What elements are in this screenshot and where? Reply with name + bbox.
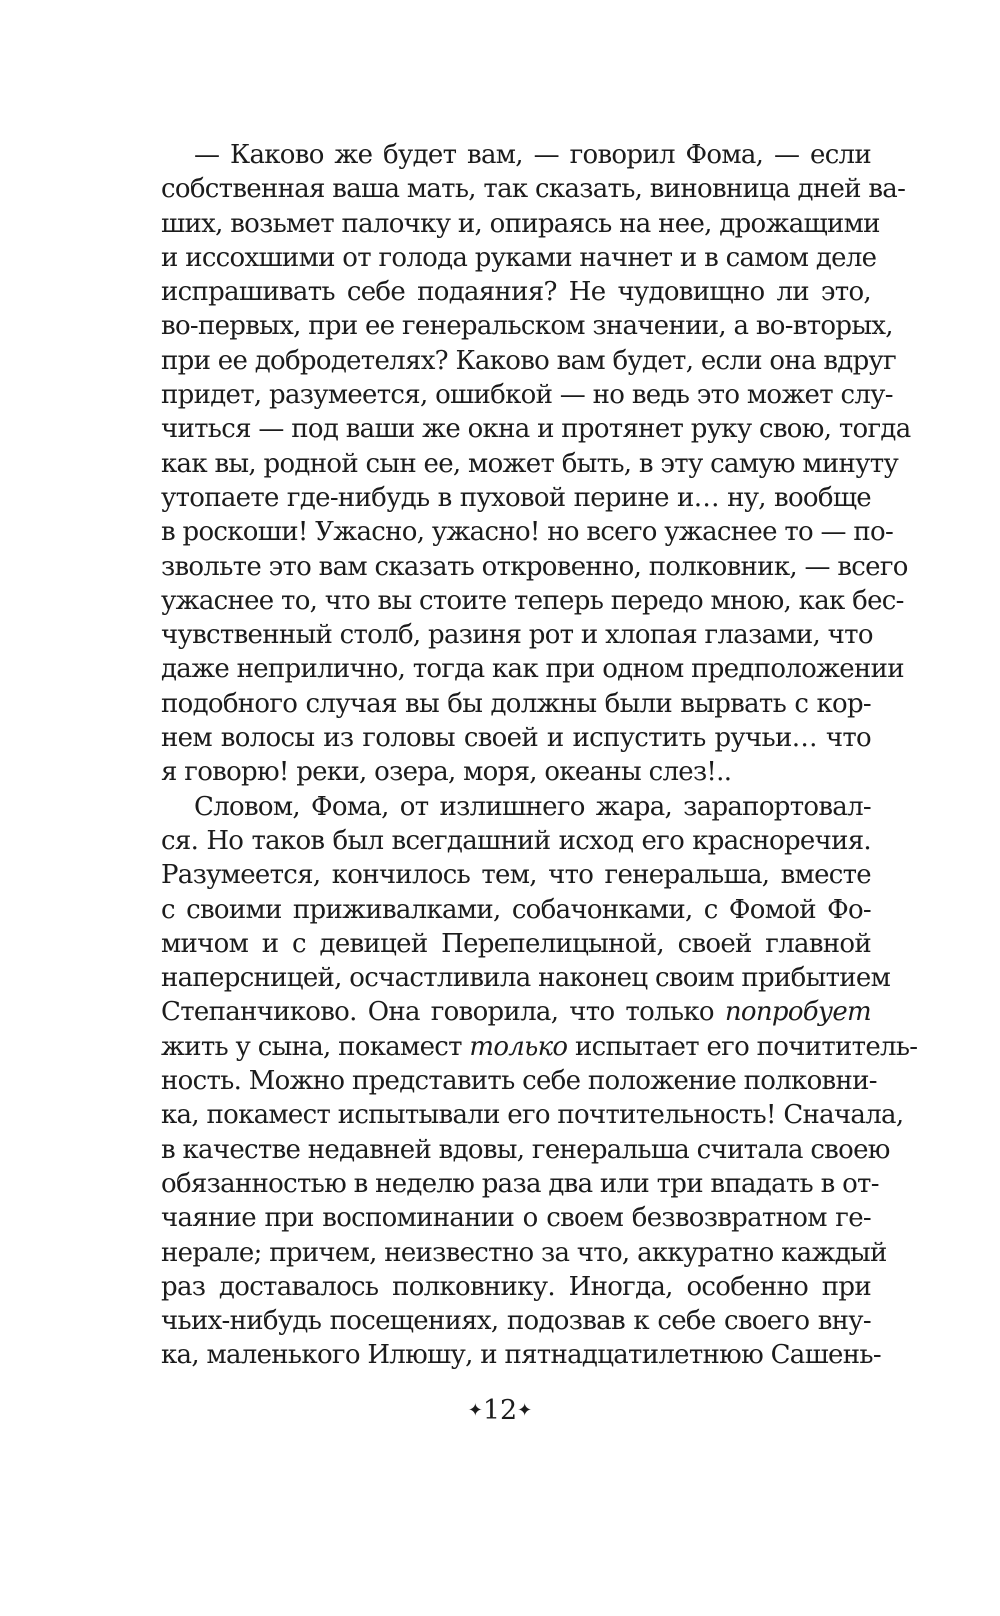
text-line: обязанностью в неделю раза два или три впадать в от- bbox=[161, 1168, 879, 1199]
text-line: нем волосы из головы своей и испустить ручьи… что bbox=[161, 723, 871, 754]
emphasized-word: только bbox=[469, 1031, 568, 1062]
text-line: ка, маленького Илюшу, и пятнадцатилетнюю Сашень- bbox=[161, 1340, 881, 1371]
text-line: придет, разумеется, ошибкой — но ведь это может слу- bbox=[161, 380, 893, 411]
paragraph bbox=[161, 138, 911, 790]
text-line: и иссохшими от голода руками начнет и в самом деле bbox=[161, 242, 877, 273]
paragraph bbox=[161, 790, 918, 1373]
text-line: в роскоши! Ужасно, ужасно! но всего ужаснее то — по- bbox=[161, 517, 894, 548]
text-line: я говорю! реки, озера, моря, океаны слез!.. bbox=[161, 757, 732, 788]
text-line: чьих-нибудь посещениях, подозвав к себе своего вну- bbox=[161, 1306, 871, 1337]
text-line: ка, покамест испытывали его почтительность! Сначала, bbox=[161, 1100, 904, 1131]
text-line: жить у сына, покамест только испытает его почититель- bbox=[161, 1031, 918, 1062]
book-page-text bbox=[161, 138, 918, 1373]
page-footer bbox=[0, 1395, 1000, 1426]
text-line: даже неприлично, тогда как при одном предположении bbox=[161, 654, 904, 685]
text-line: нерале; причем, неизвестно за что, аккуратно каждый bbox=[161, 1237, 887, 1268]
text-line: подобного случая вы бы должны были вырвать с кор- bbox=[161, 688, 871, 719]
text-line: — Каково же будет вам, — говорил Фома, — если bbox=[194, 140, 871, 170]
emphasized-word: попробует bbox=[724, 997, 871, 1028]
text-line: испрашивать себе подаяния? Не чудовищно ли это, bbox=[161, 277, 871, 308]
text-line: Словом, Фома, от излишнего жара, зарапортовал- bbox=[194, 791, 871, 822]
text-line: мичом и с девицей Перепелицыной, своей главной bbox=[161, 928, 871, 959]
text-line: при ее добродетелях? Каково вам будет, если она вдруг bbox=[161, 345, 897, 376]
text-line: раз доставалось полковнику. Иногда, особенно при bbox=[161, 1271, 871, 1302]
ornament-left-icon: ✦ bbox=[467, 1400, 483, 1421]
text-line: Разумеется, кончилось тем, что генеральша, вместе bbox=[161, 860, 871, 891]
text-line: наперсницей, осчастливила наконец своим прибытием bbox=[161, 963, 891, 994]
text-line: во-первых, при ее генеральском значении, а во-вторых, bbox=[161, 311, 893, 342]
text-line: как вы, родной сын ее, может быть, в эту самую минуту bbox=[161, 448, 899, 479]
text-line: с своими приживалками, собачонками, с Фомой Фо- bbox=[161, 894, 871, 925]
text-line: чувственный столб, разиня рот и хлопая глазами, что bbox=[161, 620, 873, 651]
text-line: ших, возьмет палочку и, опираясь на нее, дрожащими bbox=[161, 208, 880, 239]
ornament-right-icon: ✦ bbox=[517, 1400, 533, 1421]
text-line: ужаснее то, что вы стоите теперь передо мною, как бес- bbox=[161, 585, 904, 616]
text-line: утопаете где-нибудь в пуховой перине и… ну, вообще bbox=[161, 482, 871, 513]
text-line: читься — под ваши же окна и протянет руку свою, тогда bbox=[161, 414, 911, 445]
text-line: в качестве недавней вдовы, генеральша считала своею bbox=[161, 1134, 890, 1165]
text-line: Степанчиково. Она говорила, что только попробует bbox=[161, 997, 871, 1028]
page-number: 12 bbox=[482, 1395, 518, 1426]
text-line: собственная ваша мать, так сказать, виновница дней ва- bbox=[161, 174, 906, 205]
text-line: чаяние при воспоминании о своем безвозвратном ге- bbox=[161, 1203, 871, 1234]
text-line: звольте это вам сказать откровенно, полковник, — всего bbox=[161, 551, 908, 582]
text-line: ность. Можно представить себе положение полковни- bbox=[161, 1066, 877, 1097]
text-body bbox=[161, 138, 918, 1373]
text-line: ся. Но таков был всегдашний исход его красноречия. bbox=[161, 825, 871, 856]
